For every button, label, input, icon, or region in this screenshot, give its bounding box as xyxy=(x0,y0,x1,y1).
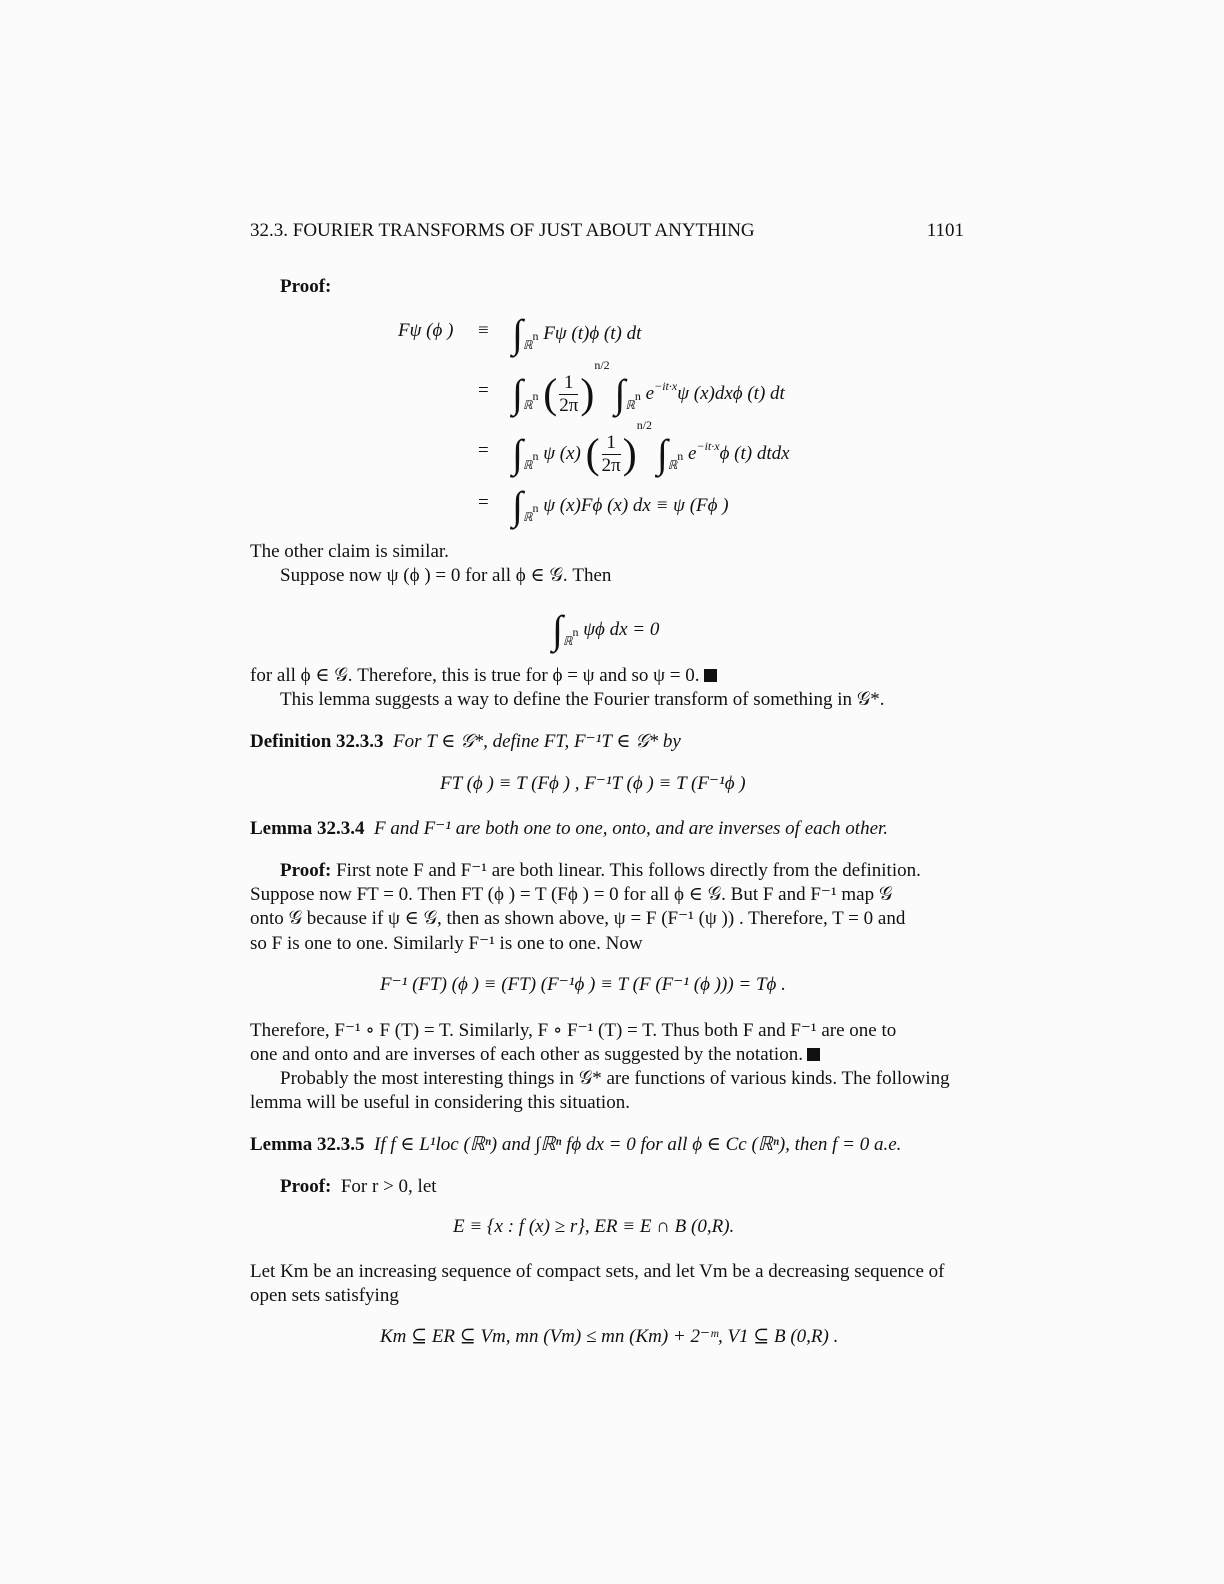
proof-text: one and onto and are inverses of each other as suggested by the notation. xyxy=(250,1044,803,1065)
integral-sign: ∫ xyxy=(512,483,523,528)
domain-sup: n xyxy=(532,501,539,515)
eq-row-3 xyxy=(512,418,790,479)
proof-label: Proof: xyxy=(280,276,332,297)
left-paren: ( xyxy=(585,431,600,478)
domain-label: ℝ xyxy=(625,398,635,412)
domain-sup: n xyxy=(634,389,641,403)
eq-equals-4: = xyxy=(478,492,489,513)
definition-text: For T ∈ 𝒢*, define FT, F⁻¹T ∈ 𝒢* by xyxy=(393,731,681,752)
frac-num: 1 xyxy=(559,372,578,395)
frac-den: 2π xyxy=(559,395,579,417)
domain-sup: n xyxy=(677,449,684,463)
domain-label: ℝ xyxy=(522,338,533,352)
running-head-title: 32.3. FOURIER TRANSFORMS OF JUST ABOUT ANYTHING xyxy=(250,220,755,241)
lemma-text: F and F⁻¹ are both one to one, onto, and are inverses of each other. xyxy=(374,818,889,839)
definition-equation: FT (ϕ ) ≡ T (Fϕ ) , F⁻¹T (ϕ ) ≡ T (F⁻¹ϕ ) xyxy=(440,773,746,794)
eq-row-3-psi: ψ (x) xyxy=(543,443,581,464)
lemma-label: Lemma 32.3.5 xyxy=(250,1134,365,1155)
proof-equation: E ≡ {x : f (x) ≥ r}, ER ≡ E ∩ B (0,R). xyxy=(453,1216,735,1237)
proof-line: open sets satisfying xyxy=(250,1285,399,1306)
integral-sign: ∫ xyxy=(512,431,523,476)
domain-sup: n xyxy=(572,625,579,639)
power: n/2 xyxy=(594,358,610,372)
domain-sup: n xyxy=(532,449,539,463)
exponent: −it·x xyxy=(654,379,678,393)
qed-square-icon xyxy=(704,669,717,682)
lemma-label: Lemma 32.3.4 xyxy=(250,818,365,839)
proof-line: Suppose now FT = 0. Then FT (ϕ ) = T (Fϕ ) = 0 for all ϕ ∈ 𝒢. But F and F⁻¹ map 𝒢 xyxy=(250,884,893,905)
fraction xyxy=(559,372,578,417)
paragraph xyxy=(250,664,717,688)
exp-base: e xyxy=(688,443,697,464)
proof-line: Let Km be an increasing sequence of compact sets, and let Vm be a decreasing sequence of xyxy=(250,1261,945,1282)
eq-equals-2: = xyxy=(478,380,489,401)
proof-label: Proof: xyxy=(280,860,332,881)
domain-sup: n xyxy=(532,389,539,403)
integral-sign: ∫ xyxy=(512,371,523,416)
proof-line xyxy=(280,1175,437,1199)
eq-equals-3: = xyxy=(478,440,489,461)
eq-lhs: Fψ (ϕ ) xyxy=(398,320,454,341)
page-number: 1101 xyxy=(926,220,964,241)
definition xyxy=(250,730,681,754)
paragraph: lemma will be useful in considering this situation. xyxy=(250,1092,630,1113)
centered-equation xyxy=(552,598,660,652)
right-paren: ) xyxy=(580,371,595,418)
eq-row-2 xyxy=(512,358,785,419)
qed-square-icon xyxy=(807,1048,820,1061)
eq-row-1 xyxy=(512,302,642,356)
proof-line xyxy=(250,1043,820,1067)
integral-sign: ∫ xyxy=(614,371,626,416)
exponent: −it·x xyxy=(696,439,720,453)
proof-text: For r > 0, let xyxy=(340,1176,437,1197)
eq-row-4-text: ψ (x)Fϕ (x) dx ≡ ψ (Fϕ ) xyxy=(543,495,729,516)
frac-num: 1 xyxy=(602,432,621,455)
proof-equation: Km ⊆ ER ⊆ Vm, mn (Vm) ≤ mn (Km) + 2⁻ᵐ, V1 ⊆ B (0,R) . xyxy=(380,1326,839,1347)
lemma xyxy=(250,817,888,841)
domain-label: ℝ xyxy=(667,458,678,472)
proof-text: First note F and F⁻¹ are both linear. This follows directly from the definition. xyxy=(336,860,921,881)
paragraph-text: for all ϕ ∈ 𝒢. Therefore, this is true for ϕ = ψ and so ψ = 0. xyxy=(250,665,700,686)
integral-sign: ∫ xyxy=(656,431,668,476)
domain-label: ℝ xyxy=(562,634,573,648)
domain-sup: n xyxy=(532,329,539,343)
proof-line xyxy=(280,859,921,883)
eq-row-1-text: Fψ (t)ϕ (t) dt xyxy=(543,323,642,344)
paragraph: Probably the most interesting things in 𝒢* are functions of various kinds. The following xyxy=(280,1068,950,1089)
left-paren: ( xyxy=(543,371,558,418)
definition-label: Definition 32.3.3 xyxy=(250,731,384,752)
domain-label: ℝ xyxy=(522,398,533,412)
eq-row-4 xyxy=(512,474,729,528)
domain-label: ℝ xyxy=(522,510,533,524)
proof-label: Proof: xyxy=(280,1176,332,1197)
domain-label: ℝ xyxy=(522,458,533,472)
proof-line: Therefore, F⁻¹ ∘ F (T) = T. Similarly, F ∘ F⁻¹ (T) = T. Thus both F and F⁻¹ are one to xyxy=(250,1020,897,1041)
running-head xyxy=(250,220,964,242)
power: n/2 xyxy=(636,418,653,432)
integral-sign: ∫ xyxy=(552,607,563,652)
paragraph: This lemma suggests a way to define the Fourier transform of something in 𝒢*. xyxy=(280,689,885,710)
lemma xyxy=(250,1133,901,1157)
paragraph: The other claim is similar. xyxy=(250,541,449,562)
paragraph: Suppose now ψ (ϕ ) = 0 for all ϕ ∈ 𝒢. Then xyxy=(280,565,612,586)
centered-equation-text: ψϕ dx = 0 xyxy=(583,619,660,640)
frac-den: 2π xyxy=(601,455,621,477)
proof-equation: F⁻¹ (FT) (ϕ ) ≡ (FT) (F⁻¹ϕ ) ≡ T (F (F⁻¹ (ϕ ))) = Tϕ . xyxy=(380,974,786,995)
proof-line: onto 𝒢 because if ψ ∈ 𝒢, then as shown above, ψ = F (F⁻¹ (ψ )) . Therefore, T = 0 and xyxy=(250,908,906,929)
exp-base: e xyxy=(645,383,655,404)
integral-sign: ∫ xyxy=(512,311,523,356)
eq-row-3-text: ϕ (t) dtdx xyxy=(719,443,790,464)
lemma-text: If f ∈ L¹loc (ℝⁿ) and ∫ℝⁿ fϕ dx = 0 for all ϕ ∈ Cc (ℝⁿ), then f = 0 a.e. xyxy=(374,1134,902,1155)
eq-row-2-text: ψ (x)dxϕ (t) dt xyxy=(677,383,785,404)
right-paren: ) xyxy=(622,431,637,478)
eq-def-sign: ≡ xyxy=(478,320,489,341)
proof-line: so F is one to one. Similarly F⁻¹ is one to one. Now xyxy=(250,933,643,954)
fraction xyxy=(602,432,621,477)
